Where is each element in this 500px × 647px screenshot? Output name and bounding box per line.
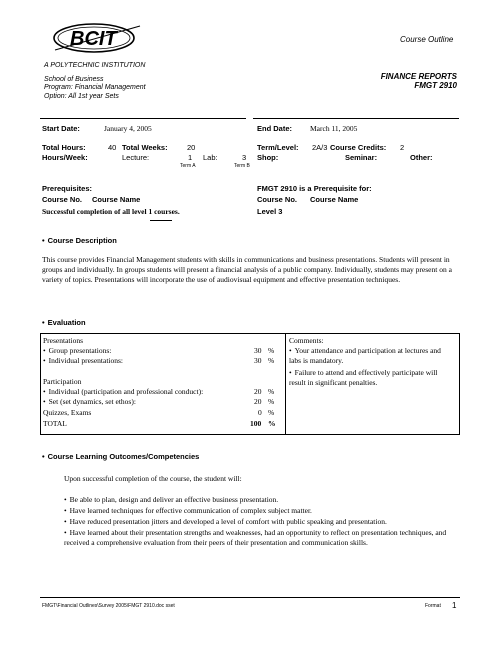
eval-part-set-label: • Set (set dynamics, set ethos): bbox=[43, 397, 136, 406]
footer-rule bbox=[40, 597, 460, 598]
description-heading: • Course Description bbox=[42, 236, 117, 245]
total-hours-value: 40 bbox=[108, 143, 117, 152]
outcome-item: • Be able to plan, design and deliver an effective business presentation. bbox=[64, 495, 464, 505]
eval-individual-pct-sign: % bbox=[268, 356, 275, 365]
prereq-col-name: Course Name bbox=[92, 195, 141, 204]
seminar-label: Seminar: bbox=[345, 153, 378, 162]
eval-comment-1: • Your attendance and participation at lectures and labs is mandatory. bbox=[289, 346, 449, 366]
prereq-underline bbox=[150, 220, 172, 221]
credits-value: 2 bbox=[400, 143, 405, 152]
course-code: FMGT 2910 bbox=[414, 81, 457, 90]
start-date-value: January 4, 2005 bbox=[104, 124, 152, 133]
doc-type: Course Outline bbox=[400, 35, 454, 44]
is-prereq-title: FMGT 2910 is a Prerequisite for: bbox=[257, 184, 372, 193]
institution-tagline: A POLYTECHNIC INSTITUTION bbox=[44, 62, 146, 69]
prereq-value: Successful completion of all level 1 courses. bbox=[42, 207, 180, 216]
outcome-item: • Have reduced presentation jitters and developed a level of comfort with public speaking and presentation. bbox=[64, 517, 464, 527]
eval-individual-pct: 30 bbox=[254, 356, 262, 365]
lecture-value: 1 bbox=[188, 153, 193, 162]
course-title: FINANCE REPORTS bbox=[380, 72, 457, 81]
evaluation-divider bbox=[285, 333, 286, 435]
is-prereq-col-name: Course Name bbox=[310, 195, 359, 204]
outcome-item: • Have learned techniques for effective communication of complex subject matter. bbox=[64, 506, 464, 516]
term-level-value: 2A/3 bbox=[312, 143, 328, 152]
eval-group-label: • Group presentations: bbox=[43, 346, 111, 355]
end-date-label: End Date: bbox=[257, 124, 293, 133]
lecture-note: Term A bbox=[180, 163, 196, 169]
eval-total-pct: 100 bbox=[250, 419, 262, 428]
lab-value: 3 bbox=[242, 153, 247, 162]
description-text: This course provides Financial Management students with skills in communications and business presentations. Students will present in groups and individually. In groups students will present a financial analysis of a public company. Individually, students may present on a variety of topics. Presentations will incorporate the use of audiovisual equipment and effective presentation techniques. bbox=[42, 255, 452, 284]
prereq-title: Prerequisites: bbox=[42, 184, 93, 193]
total-weeks-value: 20 bbox=[187, 143, 196, 152]
footer-label: Format bbox=[425, 603, 441, 609]
total-weeks-label: Total Weeks: bbox=[122, 143, 168, 152]
eval-comments-label: Comments: bbox=[289, 336, 324, 345]
option-name: Option: All 1st year Sets bbox=[44, 93, 119, 100]
outcomes-intro: Upon successful completion of the course, the student will: bbox=[64, 474, 242, 483]
program-name: Program: Financial Management bbox=[44, 84, 146, 91]
outcomes-heading: • Course Learning Outcomes/Competencies bbox=[42, 452, 199, 461]
credits-label: Course Credits: bbox=[330, 143, 387, 152]
eval-part-set-pct-sign: % bbox=[268, 397, 275, 406]
bcit-logo bbox=[50, 20, 150, 60]
divider-left bbox=[40, 118, 246, 119]
eval-part-individual-label: • Individual (participation and professional conduct): bbox=[43, 387, 203, 396]
eval-total-label: TOTAL bbox=[43, 419, 67, 428]
eval-individual-label: • Individual presentations: bbox=[43, 356, 123, 365]
shop-label: Shop: bbox=[257, 153, 279, 162]
is-prereq-value: Level 3 bbox=[257, 207, 283, 216]
eval-group-pct: 30 bbox=[254, 346, 262, 355]
eval-part-set-pct: 20 bbox=[254, 397, 262, 406]
logo-text: BCIT bbox=[70, 28, 117, 50]
start-date-label: Start Date: bbox=[42, 124, 80, 133]
term-level-label: Term/Level: bbox=[257, 143, 299, 152]
page-number: 1 bbox=[452, 601, 457, 610]
eval-quizzes-label: Quizzes, Exams bbox=[43, 408, 92, 417]
evaluation-heading: • Evaluation bbox=[42, 318, 86, 327]
hours-week-label: Hours/Week: bbox=[42, 153, 88, 162]
bcit-logo-graphic bbox=[50, 20, 150, 60]
eval-presentations-label: Presentations bbox=[43, 336, 83, 345]
eval-quizzes-pct: 0 bbox=[258, 408, 262, 417]
eval-group-pct-sign: % bbox=[268, 346, 275, 355]
total-hours-label: Total Hours: bbox=[42, 143, 86, 152]
lecture-label: Lecture: bbox=[122, 153, 150, 162]
end-date-value: March 11, 2005 bbox=[310, 124, 358, 133]
lab-label: Lab: bbox=[203, 153, 218, 162]
school-name: School of Business bbox=[44, 76, 104, 83]
other-label: Other: bbox=[410, 153, 433, 162]
eval-quizzes-pct-sign: % bbox=[268, 408, 275, 417]
eval-total-pct-sign: % bbox=[268, 419, 276, 428]
eval-part-individual-pct: 20 bbox=[254, 387, 262, 396]
lab-note: Term B bbox=[234, 163, 250, 169]
eval-comment-2: • Failure to attend and effectively participate will result in significant penalties. bbox=[289, 368, 449, 388]
prereq-col-no: Course No. bbox=[42, 195, 83, 204]
outcome-item: • Have learned about their presentation strengths and weaknesses, had an opportunity to reflect on presentation techniques, and received a comprehensive evaluation from their peers of their presentation and communication skills. bbox=[64, 528, 464, 548]
footer-path: FMGT\Financial Outlines\Survey 2005\FMGT 2910.doc sset bbox=[42, 603, 175, 609]
is-prereq-col-no: Course No. bbox=[257, 195, 298, 204]
divider-right bbox=[253, 118, 459, 119]
eval-participation-label: Participation bbox=[43, 377, 82, 386]
eval-part-individual-pct-sign: % bbox=[268, 387, 275, 396]
